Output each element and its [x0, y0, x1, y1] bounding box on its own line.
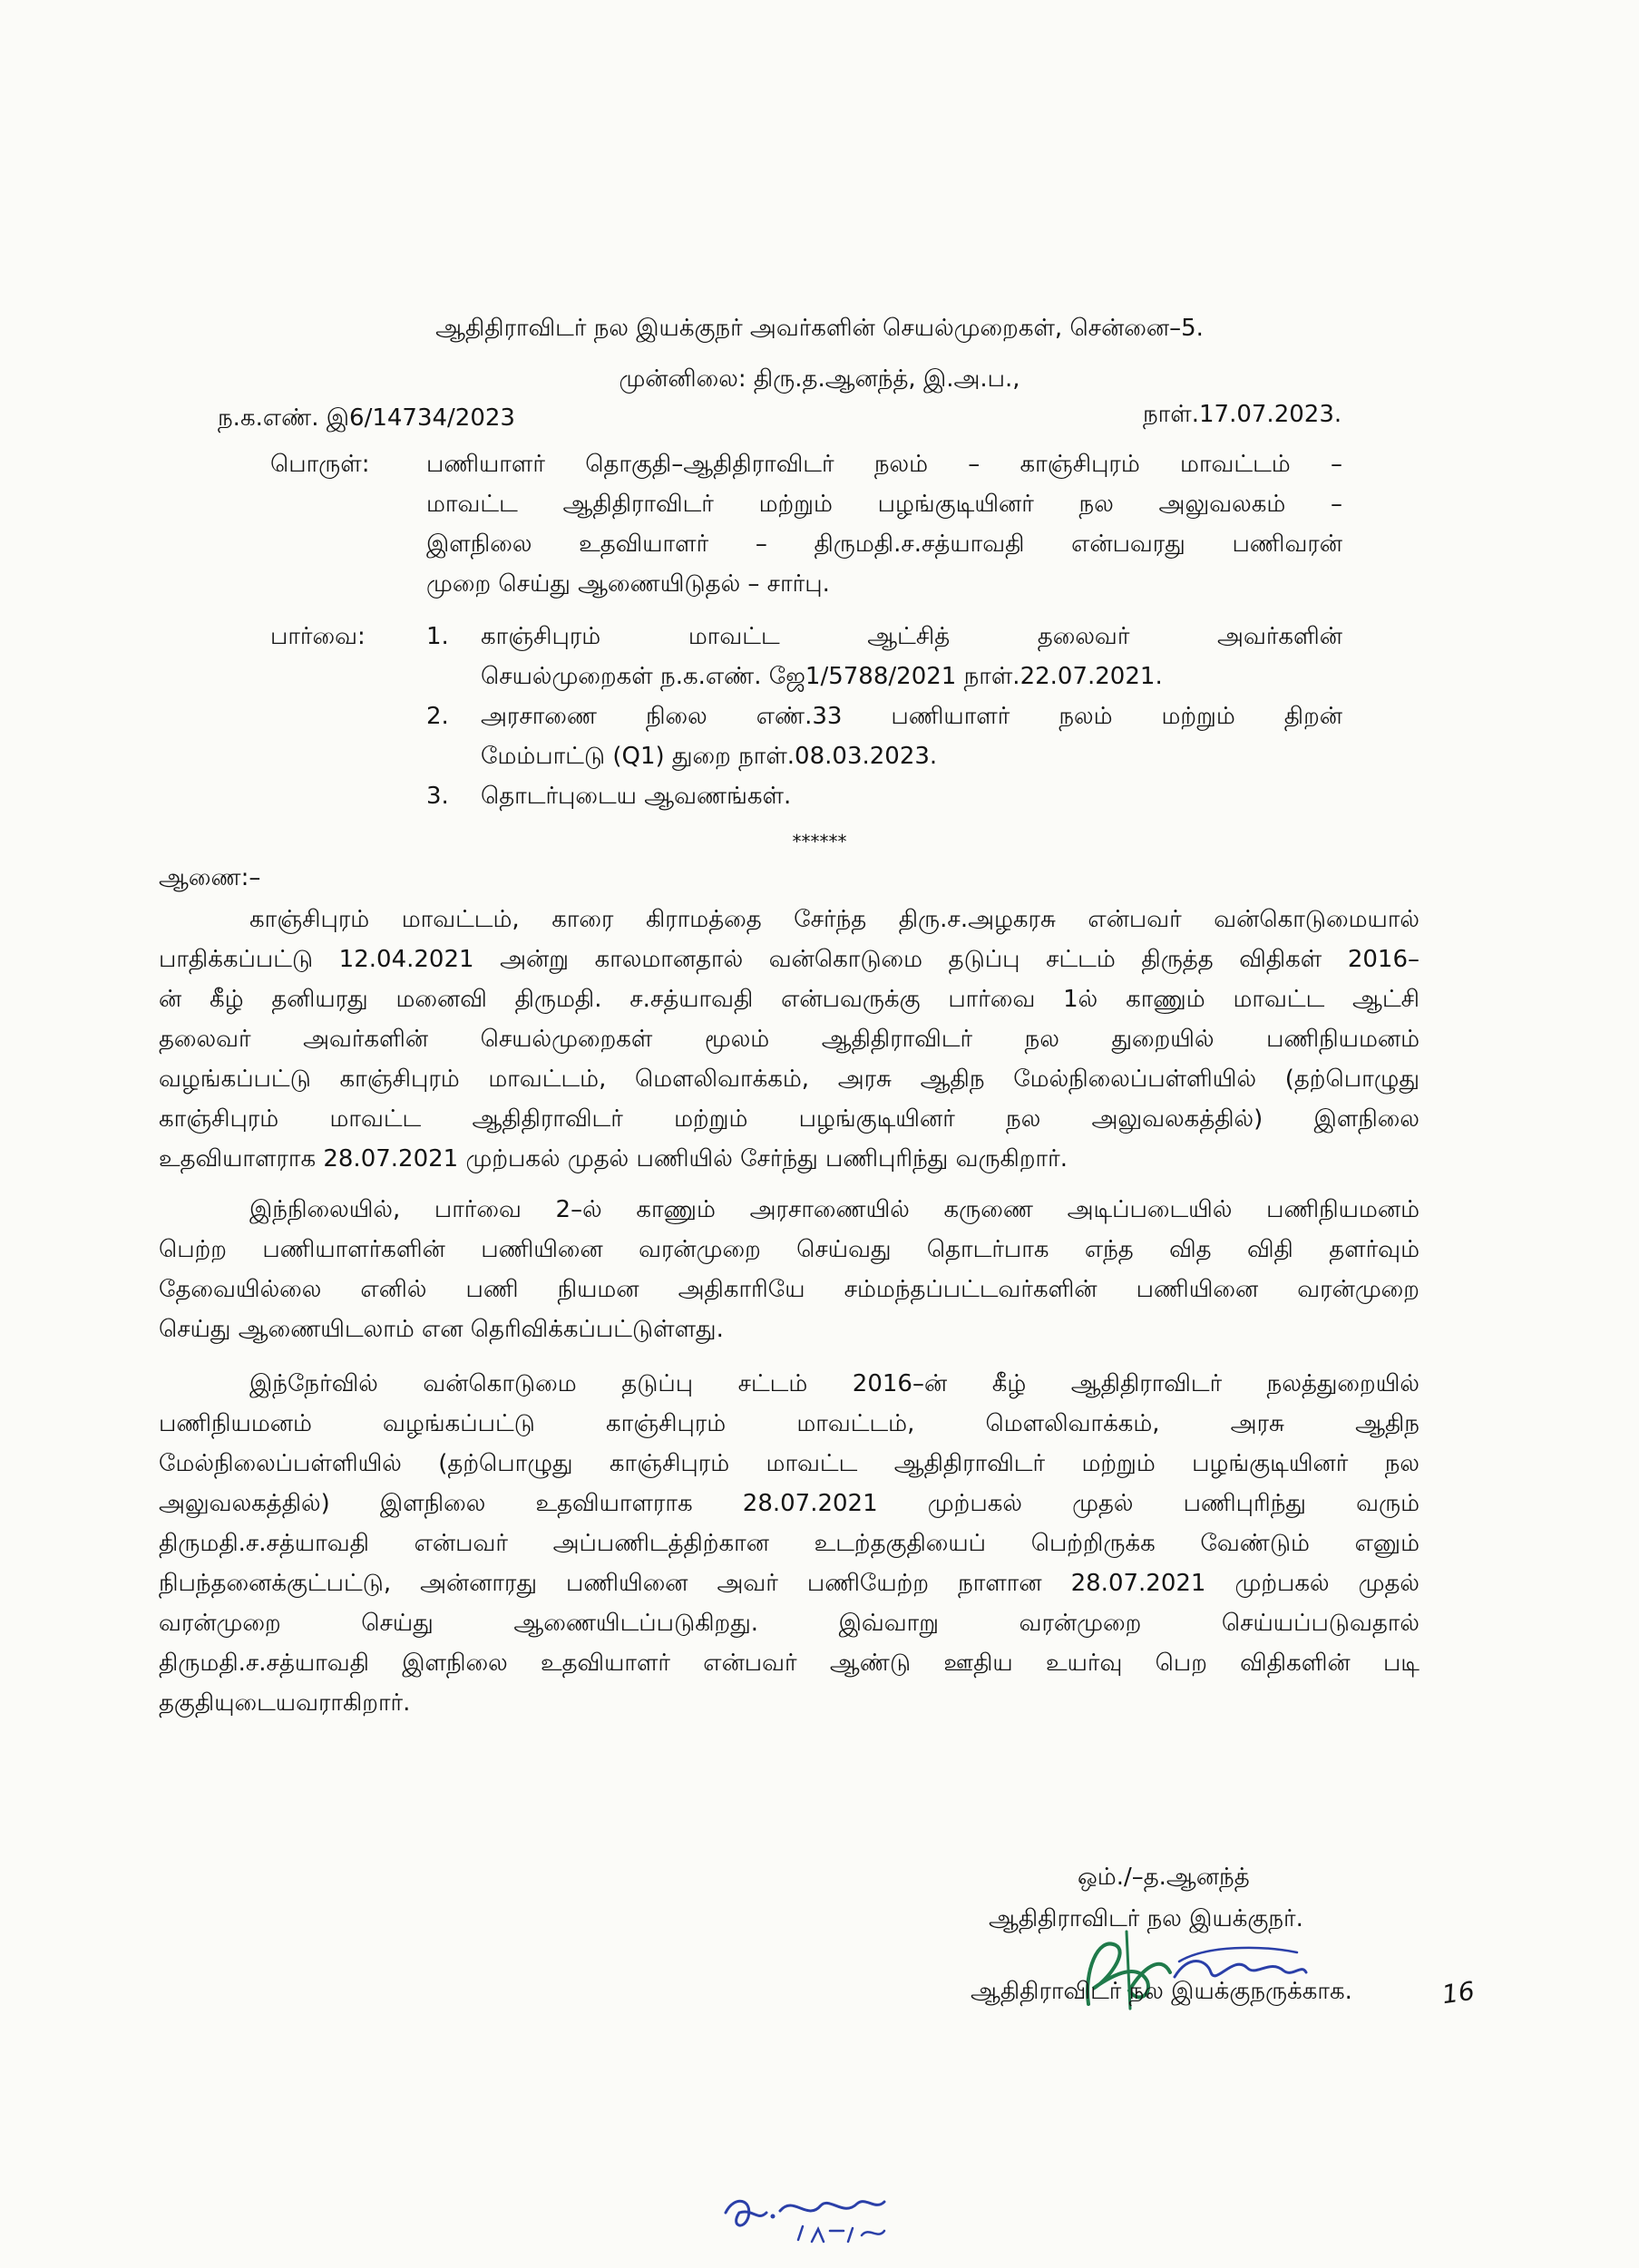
subject-line: மாவட்ட ஆதிதிராவிடர் மற்றும் பழங்குடியினர் நல அலுவலகம் – [426, 491, 1342, 518]
reference-line: மேம்பாட்டு (Q1) துறை நாள்.08.03.2023. [481, 743, 938, 770]
paragraph-line: இந்நிலையில், பார்வை 2–ல் காணும் அரசாணையில் கருணை அடிப்படையில் பணிநியமனம் [249, 1196, 1419, 1223]
paragraph-line: காஞ்சிபுரம் மாவட்ட ஆதிதிராவிடர் மற்றும் பழங்குடியினர் நல அலுவலகத்தில்) இளநிலை [159, 1105, 1419, 1133]
subject-label: பொருள்: [270, 451, 370, 478]
references-label: பார்வை: [270, 623, 366, 650]
reference-line: தொடர்புடைய ஆவணங்கள். [481, 783, 792, 810]
subject-line: இளநிலை உதவியாளர் – திருமதி.ச.சத்யாவதி என்பவரது பணிவரன் [426, 530, 1342, 558]
signed-name: ஒம்./–த.ஆனந்த் [1078, 1864, 1250, 1891]
paragraph-line: திருமதி.ச.சத்யாவதி என்பவர் அப்பணிடத்திற்கான உடற்தகுதியைப் பெற்றிருக்க வேண்டும் எனும் [159, 1530, 1419, 1557]
presiding-officer: முன்னிலை: திரு.த.ஆனந்த், இ.அ.ப., [619, 365, 1020, 393]
paragraph-line: பணிநியமனம் வழங்கப்பட்டு காஞ்சிபுரம் மாவட்டம், மௌலிவாக்கம், அரசு ஆதிந [159, 1410, 1419, 1437]
paragraph-line: மேல்நிலைப்பள்ளியில் (தற்பொழுது காஞ்சிபுரம் மாவட்ட ஆதிதிராவிடர் மற்றும் பழங்குடியினர் நல [159, 1450, 1419, 1477]
on-behalf-of: ஆதிதிராவிடர் நல இயக்குநருக்காக. [971, 1978, 1352, 2005]
order-date: நாள்.17.07.2023. [1143, 401, 1342, 428]
paragraph-line: பெற்ற பணியாளர்களின் பணியினை வரன்முறை செய்வது தொடர்பாக எந்த வித விதி தளர்வும் [159, 1236, 1419, 1263]
reference-number-1: 1. [426, 623, 449, 650]
subject-line: பணியாளர் தொகுதி–ஆதிதிராவிடர் நலம் – காஞ்சிபுரம் மாவட்டம் – [426, 451, 1342, 478]
paragraph-line: உதவியாளராக 28.07.2021 முற்பகல் முதல் பணியில் சேர்ந்து பணிபுரிந்து வருகிறார். [159, 1145, 1068, 1173]
paragraph-line: நிபந்தனைக்குட்பட்டு, அன்னாரது பணியினை அவர் பணியேற்ற நாளான 28.07.2021 முற்பகல் முதல் [159, 1570, 1419, 1597]
paragraph-line: செய்து ஆணையிடலாம் என தெரிவிக்கப்பட்டுள்ளது. [159, 1316, 724, 1343]
order-label: ஆணை:– [159, 864, 261, 891]
paragraph-line: ன் கீழ் தனியரது மனைவி திருமதி. ச.சத்யாவதி என்பவருக்கு பார்வை 1ல் காணும் மாவட்ட ஆட்சி [159, 986, 1419, 1013]
section-separator: ****** [792, 831, 847, 852]
paragraph-line: தலைவர் அவர்களின் செயல்முறைகள் மூலம் ஆதிதிராவிடர் நல துறையில் பணிநியமனம் [159, 1026, 1419, 1053]
signatory-designation: ஆதிதிராவிடர் நல இயக்குநர். [989, 1905, 1303, 1932]
paragraph-line: வரன்முறை செய்து ஆணையிடப்படுகிறது. இவ்வாறு வரன்முறை செய்யப்படுவதால் [159, 1610, 1419, 1637]
paragraph-line: தகுதியுடையவராகிறார். [159, 1689, 411, 1717]
paragraph-line: திருமதி.ச.சத்யாவதி இளநிலை உதவியாளர் என்பவர் ஆண்டு ஊதிய உயர்வு பெற விதிகளின் படி [159, 1650, 1419, 1677]
paragraph-line: அலுவலகத்தில்) இளநிலை உதவியாளராக 28.07.2021 முற்பகல் முதல் பணிபுரிந்து வரும் [159, 1490, 1419, 1517]
handwritten-initials [717, 2185, 898, 2253]
paragraph-line: இந்நேர்வில் வன்கொடுமை தடுப்பு சட்டம் 2016–ன் கீழ் ஆதிதிராவிடர் நலத்துறையில் [249, 1370, 1419, 1397]
paragraph-line: தேவையில்லை எனில் பணி நியமன அதிகாரியே சம்மந்தப்பட்டவர்களின் பணியினை வரன்முறை [159, 1276, 1419, 1303]
paragraph-line: பாதிக்கப்பட்டு 12.04.2021 அன்று காலமானதால் வன்கொடுமை தடுப்பு சட்டம் திருத்த விதிகள் 2016– [159, 946, 1419, 973]
page-mark: 16 [1439, 1975, 1477, 2010]
paragraph-line: வழங்கப்பட்டு காஞ்சிபுரம் மாவட்டம், மௌலிவாக்கம், அரசு ஆதிந மேல்நிலைப்பள்ளியில் (தற்பொழுது [159, 1066, 1419, 1093]
reference-line: அரசாணை நிலை எண்.33 பணியாளர் நலம் மற்றும் திறன் [481, 703, 1342, 730]
reference-number: ந.க.எண். இ6/14734/2023 [218, 404, 515, 432]
reference-number-2: 2. [426, 703, 449, 730]
reference-line: செயல்முறைகள் ந.க.எண். ஜே1/5788/2021 நாள்.22.07.2021. [481, 663, 1163, 690]
paragraph-line: காஞ்சிபுரம் மாவட்டம், காரை கிராமத்தை சேர்ந்த திரு.ச.அழகரசு என்பவர் வன்கொடுமையால் [249, 906, 1419, 933]
office-title: ஆதிதிராவிடர் நல இயக்குநர் அவர்களின் செயல்முறைகள், சென்னை–5. [435, 315, 1204, 342]
subject-line: முறை செய்து ஆணையிடுதல் – சார்பு. [426, 570, 830, 598]
reference-number-3: 3. [426, 783, 449, 810]
reference-line: காஞ்சிபுரம் மாவட்ட ஆட்சித் தலைவர் அவர்களின் [481, 623, 1342, 650]
